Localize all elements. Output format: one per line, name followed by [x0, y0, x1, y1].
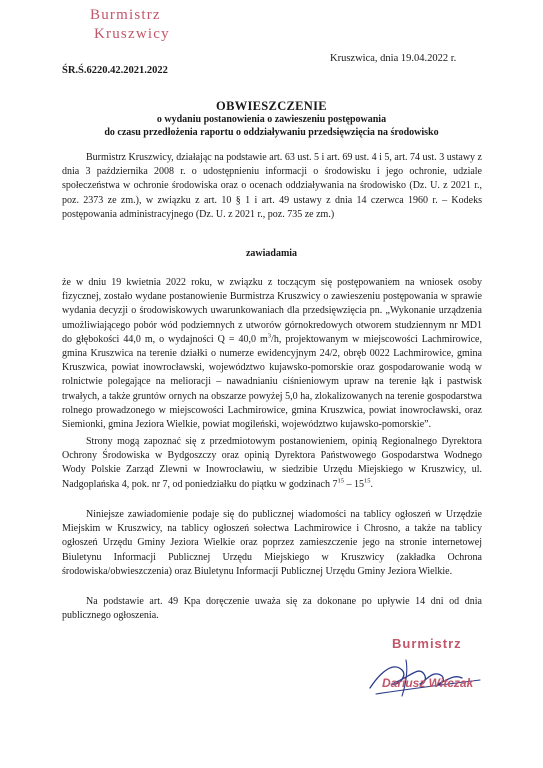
superscript-3: 3: [267, 332, 272, 340]
paragraph-review-text-end: .: [370, 478, 373, 490]
paragraph-publication: Niniejsze zawiadomienie podaje się do publicznej wiadomości na tablicy ogłoszeń w Urzędzie Miejskim w Kruszwicy, na tablicy ogłoszeń sołectwa Lachmirowice i Chrosno, a także na tablicy ogłoszeń Urzędu Gminy Jeziora Wielkie oraz poprzez zamieszczenie jego na stronie internetowej Biuletynu Informacji Publicznej Urzędu Miejskiego w Kruszwicy (zakładka Ochrona środowiska/obwieszczenia) oraz Biuletynu Informacji Publicznej Urzędu Gminy Jeziora Wielkie.: [62, 509, 482, 577]
logo-line-2: Kruszwicy: [94, 26, 170, 42]
reference-number: ŚR.Ś.6220.42.2021.2022: [62, 65, 168, 76]
stamp-name: Dariusz Witczak: [382, 676, 474, 690]
stamp-title: Burmistrz: [392, 636, 462, 651]
logo-line-1: Burmistrz: [90, 7, 161, 23]
hours-start-superscript: 15: [337, 477, 344, 485]
document-title: OBWIESZCZENIE: [216, 99, 327, 113]
burmistrz-logo: [90, 6, 170, 44]
section-heading: zawiadamia: [245, 248, 298, 259]
subtitle-line-1: o wydaniu postanowienia o zawieszeniu postępowania: [156, 114, 387, 125]
paragraph-decision: [62, 276, 482, 432]
paragraph-review: [62, 435, 482, 492]
place-date: Kruszwica, dnia 19.04.2022 r.: [330, 53, 457, 64]
paragraph-delivery: Na podstawie art. 49 Kpa doręczenie uważa się za dokonane po upływie 14 dni od dnia publicznego ogłoszenia.: [62, 596, 482, 622]
paragraph-review-text-mid: – 15: [344, 478, 364, 490]
document-subtitle: [40, 113, 503, 139]
hours-end-superscript: 15: [364, 477, 371, 485]
intro-paragraph: Burmistrz Kruszwicy, działając na podstawie art. 63 ust. 5 i art. 69 ust. 4 i 5, art. 74 ust. 3 ustawy z dnia 3 października 2008 r. o udostępnieniu informacji o środowisku i jego ochronie, udziale społeczeństwa w ochronie środowiska oraz o ocenach oddziaływania na środowisko (Dz. U. z 2021 r., poz. 2373 ze zm.), w związku z art. 10 § 1 i art. 49 ustawy z dnia 14 czerwca 1960 r. – Kodeks postępowania administracyjnego (Dz. U. z 2021 r., poz. 735 ze zm.): [62, 152, 482, 220]
paragraph-decision-text-a: że w dniu 19 kwietnia 2022 roku, w związku z toczącym się postępowaniem na wniosek osoby fizycznej, zostało wydane postanowienie Burmistrza Kruszwicy o zawieszeniu postępowania w sprawie wydania decyzji o środowiskowych uwarunkowaniach dla przedsięwzięcia pn. „Wykonanie urządzenia umożliwiającego pobór wód podziemnych z utworów górnokredowych otworem studziennym nr MD1 do głębokości 44,0 m, o wydajności Q = 40,0 m: [62, 277, 482, 345]
subtitle-line-2: do czasu przedłożenia raportu o oddziaływaniu przedsięwzięcia na środowisko: [104, 127, 439, 138]
handwritten-signature: [362, 640, 492, 706]
paragraph-review-text-a: Strony mogą zapoznać się z przedmiotowym postanowieniem, opinią Regionalnego Dyrektora Ochrony Środowiska w Bydgoszczy oraz opinią Dyrektora Państwowego Gospodarstwa Wodnego Wody Polskie Zarząd Zlewni w Inowrocławiu, w siedzibie Urzędu Miejskiego w Kruszwicy, ul. Nadgoplańska 4, pok. nr 7, od poniedziałku do piątku w godzinach 7: [62, 436, 482, 490]
paragraph-decision-text-b: /h, projektowanym w miejscowości Lachmirowice, gmina Kruszwica na terenie działki o numerze ewidencyjnym 24/2, obręb 0022 Lachmirowice, gmina Kruszwica, powiat inowrocławski, województwo kujawsko-pomorskie oraz gospodarowanie wodą w rolnictwie polegające na melioracji – nawadnianiu ciśnieniowym upraw na terenie łąk i pastwisk trwałych, a także gruntów ornych na obszarze powyżej 5,0 ha, zlokalizowanych na terenie gospodarstwa rolnego prowadzonego w miejscowości Lachmirowice, gmina Kruszwica, powiat inowrocławski, oraz Siemionki, gmina Jeziora Wielkie, powiat mogileński, województwo kujawsko-pomorskie”.: [62, 333, 482, 431]
official-stamp: [362, 636, 492, 706]
